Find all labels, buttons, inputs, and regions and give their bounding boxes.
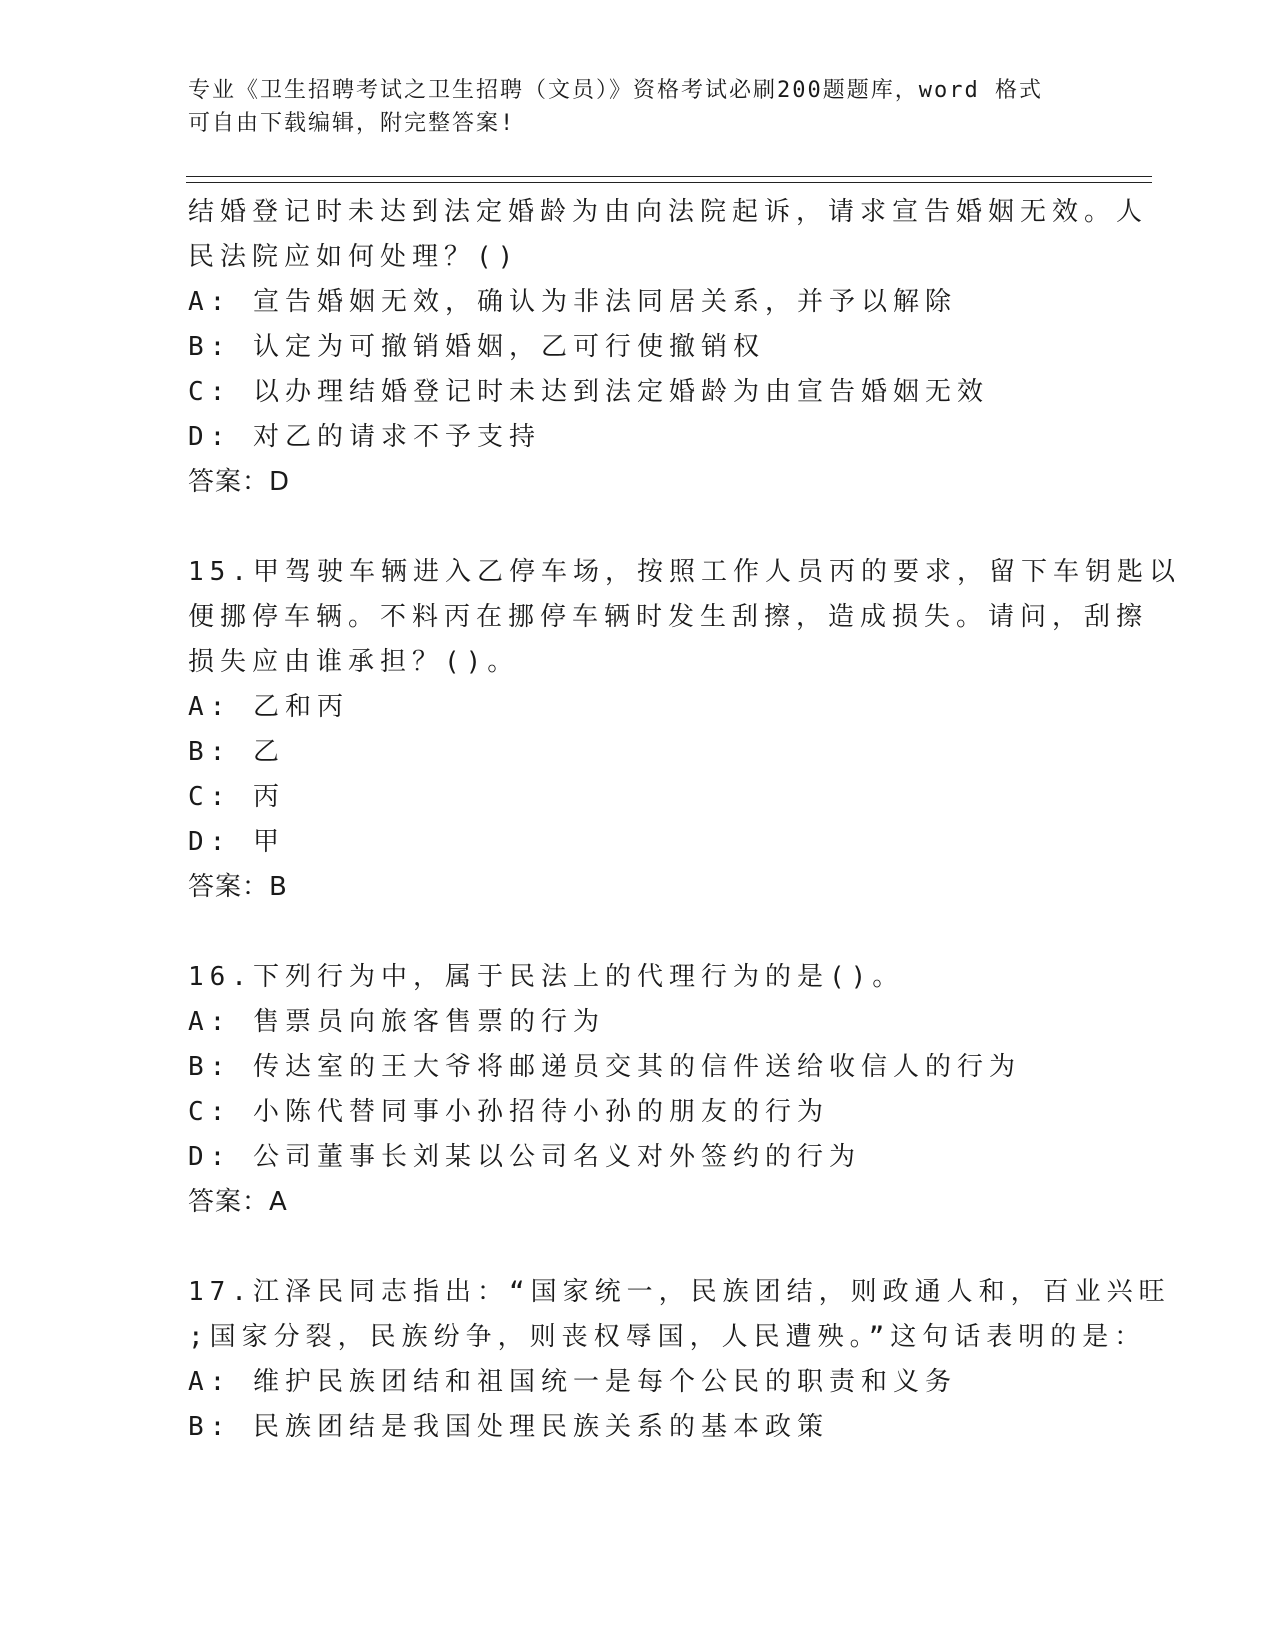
question-stem: 便挪停车辆。不料丙在挪停车辆时发生刮擦，造成损失。请问，刮擦 [188,602,1149,632]
answer-line: 答案：B [188,872,288,902]
spacer [188,910,1088,955]
option-a: A: 宣告婚姻无效，确认为非法同居关系，并予以解除 [188,287,957,317]
option-b: B: 民族团结是我国处理民族关系的基本政策 [188,1412,829,1442]
option-b: B: 认定为可撤销婚姻，乙可行使撤销权 [188,332,765,362]
question-14 [188,190,1149,505]
question-list [188,190,1181,1450]
question-17 [188,1270,1171,1450]
spacer [188,505,1088,550]
header-title-line-1: 专业《卫生招聘考试之卫生招聘（文员）》资格考试必刷200题题库，word 格式 [188,78,1043,103]
option-a: A: 维护民族团结和祖国统一是每个公民的职责和义务 [188,1367,957,1397]
option-d: D: 对乙的请求不予支持 [188,422,541,452]
header-title-line-2: 可自由下载编辑，附完整答案! [188,111,516,136]
question-15 [188,550,1181,910]
option-c: C: 丙 [188,782,285,812]
question-stem: 17.江泽民同志指出：“国家统一，民族团结，则政通人和，百业兴旺 [188,1277,1171,1307]
question-stem: 16.下列行为中，属于民法上的代理行为的是()。 [188,962,905,992]
option-b: B: 传达室的王大爷将邮递员交其的信件送给收信人的行为 [188,1052,1021,1082]
header-divider [186,176,1152,183]
question-16 [188,955,1088,1225]
spacer [188,1225,1088,1270]
question-stem: 民法院应如何处理？() [188,242,520,272]
option-d: D: 甲 [188,827,285,857]
question-stem: 结婚登记时未达到法定婚龄为由向法院起诉，请求宣告婚姻无效。人 [188,197,1149,227]
option-c: C: 小陈代替同事小孙招待小孙的朋友的行为 [188,1097,829,1127]
question-stem: 损失应由谁承担？()。 [188,647,520,677]
option-d: D: 公司董事长刘某以公司名义对外签约的行为 [188,1142,861,1172]
option-a: A: 乙和丙 [188,692,349,722]
option-a: A: 售票员向旅客售票的行为 [188,1007,605,1037]
option-b: B: 乙 [188,737,285,767]
document-header [188,74,1068,140]
question-stem: 15.甲驾驶车辆进入乙停车场，按照工作人员丙的要求，留下车钥匙以 [188,557,1181,587]
answer-line: 答案：D [188,467,291,497]
question-stem: ;国家分裂，民族纷争，则丧权辱国，人民遭殃。”这句话表明的是： [188,1322,1147,1352]
answer-line: 答案：A [188,1187,288,1217]
option-c: C: 以办理结婚登记时未达到法定婚龄为由宣告婚姻无效 [188,377,989,407]
